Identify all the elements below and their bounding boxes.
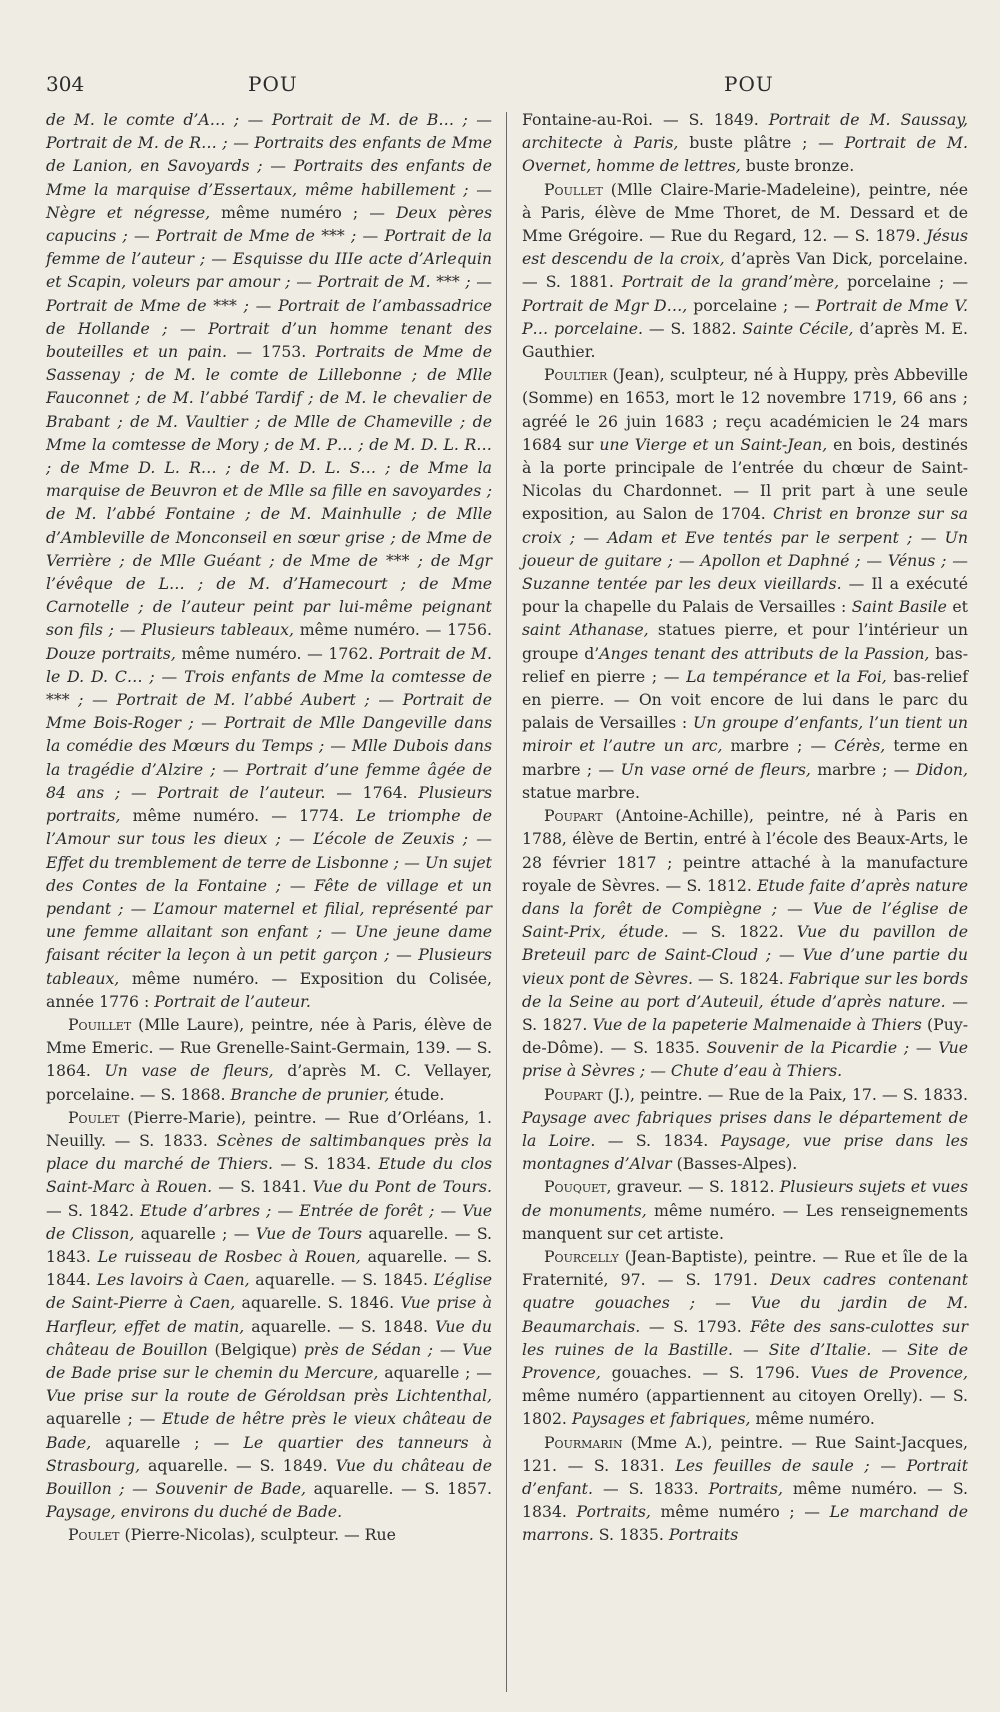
- work-title: Un vase orné de fleurs,: [620, 759, 811, 779]
- entry-text: , graveur. — S. 1812.: [606, 1177, 780, 1197]
- entry-text: en bois, destinés à la porte principale de l’entrée du chœur de Saint-Nicolas du Chardonnet. — Il prit part à une seule exposition, au Salon de 1704.: [522, 434, 968, 524]
- entry-text: (Jean-Baptiste), peintre. — Rue et île de la Fraternité, 97. — S. 1791.: [522, 1246, 968, 1290]
- column-divider: [506, 112, 507, 1692]
- running-header: [0, 72, 1000, 108]
- entry-text: même numéro ;: [210, 202, 370, 222]
- work-title: Scènes de saltimbanques près la place du marché de Thiers.: [46, 1130, 492, 1174]
- entry-text: aquarelle. S. 1846.: [235, 1293, 401, 1313]
- work-title: Etude de hêtre près le vieux château de Bade,: [46, 1409, 493, 1452]
- work-title: Douze portraits,: [46, 643, 176, 663]
- work-title: Fabrique sur les bords de la Seine au port d’Auteuil, étude d’après nature.: [522, 968, 969, 1011]
- work-title: Souvenir de la Picardie ; — Vue prise à Sèvres ; — Chute d’eau à Thiers.: [522, 1038, 968, 1081]
- entry-text: d’après Van Dick, porcelaine. — S. 1881.: [522, 249, 968, 292]
- entry-text: aquarelle. — S. 1857.: [306, 1478, 492, 1498]
- artist-name: Pouillet: [68, 1014, 132, 1034]
- entry-text: aquarelle ; —: [134, 1223, 256, 1243]
- entry-text: même numéro. — Les renseignements manquent sur cet artiste.: [522, 1200, 968, 1243]
- entry-text: porcelaine ; —: [687, 295, 816, 315]
- entry-text: aquarelle ; —: [91, 1432, 244, 1452]
- entry-text: — 1753.: [226, 342, 316, 362]
- entry-text: même numéro. — 1756.: [293, 620, 492, 640]
- work-title: Le triomphe de l’Amour sur tous les dieux ; — L’école de Zeuxis ; — Effet du tremblement de terre de Lisbonne ; — Un sujet des Contes de la Fontaine ; — Fête de village et un pendant ; — L’amour maternel et filial, représenté par une femme allaitant son enfant ; — Une jeune dame faisant réciter la leçon à un petit garçon ; — Plusieurs tableaux,: [46, 806, 492, 988]
- entry-text: — S. 1833.: [592, 1478, 709, 1498]
- work-title: Saint Basile: [851, 597, 947, 617]
- entry-text: aquarelle. — S. 1848.: [244, 1316, 436, 1336]
- work-title: Portrait de l’auteur.: [154, 991, 311, 1011]
- entry-text: (Mlle Laure), peintre, née à Paris, élève de Mme Emeric. — Rue Grenelle-Saint-Germain, 139. — S. 1864.: [46, 1014, 492, 1081]
- entry-text: statue marbre.: [522, 782, 640, 802]
- entry-text: même numéro. — Exposition du Colisée, année 1776 :: [46, 968, 492, 1011]
- entry-text: même numéro. — 1762.: [175, 643, 379, 663]
- dictionary-entry: [46, 1106, 492, 1524]
- dictionary-entry: [522, 1431, 968, 1547]
- entry-text: (Pierre-Marie), peintre. — Rue d’Orléans, 1. Neuilly. — S. 1833.: [46, 1107, 492, 1150]
- dictionary-entry: [522, 363, 968, 804]
- entry-text: (Basses-Alpes).: [671, 1154, 798, 1174]
- work-title: Paysage, vue prise dans les montagnes d’Alvar: [522, 1130, 969, 1174]
- dictionary-entry: [522, 178, 968, 364]
- work-title: Portrait de Mme V. P… porcelaine.: [522, 295, 969, 338]
- entry-text: bas-relief en pierre ; —: [522, 643, 968, 686]
- entry-text: — Il a exécuté pour la chapelle du Palais de Versailles :: [522, 574, 969, 617]
- entry-text: statues pierre, et pour l’intérieur un groupe d’: [522, 620, 968, 663]
- work-title: L’église de Saint-Pierre à Caen,: [46, 1270, 492, 1313]
- entry-text: buste bronze.: [740, 156, 855, 176]
- entry-text: — S. 1842.: [46, 1200, 141, 1220]
- work-title: de M. le comte d’A… ; — Portrait de M. de B… ; — Portrait de M. de R… ; — Portraits des enfants de Mme de Lanion, en Savoyards ; — Portraits des enfants de Mme la marquise d’Essertaux, même habillement ; — Nègre et négresse,: [46, 110, 492, 222]
- entry-text: Fontaine-au-Roi. — S. 1849.: [522, 110, 769, 129]
- work-title: Paysage, environs du duché de Bade.: [46, 1502, 343, 1522]
- work-title: Vues de Provence,: [810, 1362, 969, 1382]
- artist-name: Pourmarin: [544, 1432, 623, 1452]
- entry-text: — S. 1824.: [693, 968, 789, 988]
- work-title: Cérès,: [834, 736, 886, 756]
- work-title: Paysages et fabriques,: [571, 1409, 751, 1429]
- dictionary-entry: [522, 804, 968, 1082]
- work-title: Fête des sans-culottes sur les ruines de la Bastille. — Site d’Italie. — Site de Provence,: [522, 1316, 968, 1382]
- entry-text: (Jean), sculpteur, né à Huppy, près Abbeville (Somme) en 1653, mort le 12 novembre 1719, 66 ans ; agréé le 26 juin 1683 ; reçu académicien le 24 mars 1684 sur: [522, 365, 968, 454]
- entry-text: même numéro. — 1774.: [120, 806, 357, 826]
- work-title: Didon,: [915, 759, 968, 779]
- work-title: Vue prise sur la route de Géroldsan près Lichtenthal,: [46, 1386, 492, 1406]
- page-number: 304: [46, 72, 85, 96]
- artist-name: Pourcelly: [544, 1246, 619, 1266]
- entry-text: (Puy-de-Dôme). — S. 1835.: [522, 1014, 968, 1058]
- right-column: [522, 108, 968, 1547]
- entry-text: et: [946, 597, 968, 617]
- entry-text: aquarelle. — S. 1844.: [46, 1246, 492, 1290]
- right-running-title: POU: [724, 72, 774, 96]
- entry-continuation: [46, 108, 492, 1013]
- entry-continuation: [522, 108, 968, 178]
- work-title: Vue du château de Bouillon: [46, 1316, 492, 1359]
- work-title: — Deux pères capucins ; — Portrait de Mme de *** ; — Portrait de la femme de l’auteur ; — Esquisse du IIIe acte d’Arlequin et Scapin, voleurs par amour ; — Portrait de M. *** ; — Portrait de Mme de *** ; — Portrait de l’ambassadrice de Hollande ; — Portrait d’un homme tenant des bouteilles et un pain.: [46, 202, 492, 362]
- work-title: Etude d’arbres ; — Entrée de forêt ; — Vue de Clisson,: [46, 1200, 492, 1243]
- work-title: saint Athanase,: [522, 620, 649, 640]
- work-title: Etude faite d’après nature dans la forêt de Compiègne ; — Vue de l’église de Saint-Prix, étude.: [522, 875, 968, 942]
- entry-text: — S. 1841.: [212, 1177, 313, 1197]
- dictionary-entry: [522, 1083, 968, 1176]
- left-running-title: POU: [248, 72, 298, 96]
- entry-text: aquarelle. — S. 1849.: [140, 1455, 336, 1475]
- work-title: Vue prise à Harfleur, effet de matin,: [46, 1293, 492, 1336]
- work-title: Portrait de la grand’mère,: [621, 272, 840, 292]
- work-title: Portrait de M. Saussay, architecte à Paris,: [522, 110, 968, 153]
- work-title: Le quartier des tanneurs à Strasbourg,: [46, 1432, 493, 1475]
- work-title: Vue du pavillon de Breteuil parc de Saint-Cloud ; — Vue d’une partie du vieux pont de Sèvres.: [522, 922, 968, 988]
- work-title: Portraits de Mme de Sassenay ; de M. le comte de Lillebonne ; de Mlle Fauconnet ; de M. l’abbé Tardif ; de M. le chevalier de Brabant ; de M. Vaultier ; de Mlle de Chameville ; de Mme la comtesse de Mory ; de M. P… ; de M. D. L. R… ; de Mme D. L. R… ; de M. D. L. S… ; de Mme la marquise de Beuvron et de Mlle sa fille en savoyardes ; de M. l’abbé Fontaine ; de M. Mainhulle ; de Mlle d’Ambleville de Monconseil en sœur grise ; de Mme de Verrière ; de Mlle Guéant ; de Mme de *** ; de Mgr l’évêque de L… ; de M. d’Hamecourt ; de Mme Carnotelle ; de l’auteur peint par lui-même peignant son fils ; — Plusieurs tableaux,: [46, 342, 492, 640]
- entry-text: même numéro. — S. 1834.: [522, 1478, 968, 1522]
- work-title: Le marchand de marrons.: [522, 1502, 968, 1545]
- artist-name: Poulet: [68, 1107, 120, 1127]
- entry-text: (J.), peintre. — Rue de la Paix, 17. — S. 1833.: [602, 1084, 968, 1104]
- work-title: Paysage avec fabriques prises dans le département de la Loire.: [522, 1107, 968, 1150]
- entry-text: d’après M. E. Gauthier.: [522, 318, 968, 362]
- work-title: Jésus est descendu de la croix,: [522, 226, 968, 269]
- work-title: Vue de Tours: [255, 1223, 363, 1243]
- entry-text: même numéro ; —: [650, 1502, 830, 1522]
- artist-name: Poupart: [544, 806, 603, 826]
- entry-text: — S. 1793.: [640, 1316, 751, 1336]
- artist-name: Poultier: [544, 365, 608, 385]
- dictionary-entry: [46, 1013, 492, 1106]
- entry-text: (Mme A.), peintre. — Rue Saint-Jacques, 121. — S. 1831.: [522, 1432, 968, 1475]
- entry-text: même numéro (appartiennent au citoyen Orelly). — S. 1802.: [522, 1386, 968, 1429]
- work-title: Portraits,: [708, 1478, 783, 1498]
- entry-text: — S. 1834.: [595, 1130, 721, 1150]
- entry-text: aquarelle. — S. 1843.: [46, 1223, 492, 1266]
- left-column: [46, 108, 492, 1547]
- work-title: Anges tenant des attributs de la Passion,: [599, 643, 930, 663]
- work-title: Portrait de M. Overnet, homme de lettres,: [522, 133, 968, 176]
- work-title: Etude du clos Saint-Marc à Rouen.: [46, 1154, 492, 1197]
- entry-text: — S. 1882.: [642, 318, 743, 338]
- artist-name: Poupart: [544, 1084, 603, 1104]
- entry-text: étude.: [389, 1084, 445, 1104]
- work-title: Les feuilles de saule ; — Portrait d’enfant.: [522, 1455, 968, 1498]
- work-title: Portrait de M. le D. D. C… ; — Trois enfants de Mme la comtesse de *** ; — Portrait de M. l’abbé Aubert ; — Portrait de Mme Bois-Roger ; — Portrait de Mlle Dangeville dans la comédie des Mœurs du Temps ; — Mlle Dubois dans la tragédie d’Alzire ; — Portrait d’une femme âgée de 84 ans ; — Portrait de l’auteur.: [46, 643, 492, 802]
- entry-text: porcelaine ; —: [839, 272, 969, 292]
- entry-text: bas-relief en pierre. — On voit encore de lui dans le parc du palais de Versailles :: [522, 666, 968, 733]
- entry-text: aquarelle ; —: [378, 1362, 492, 1382]
- entry-text: d’après M. C. Vellayer, porcelaine. — S. 1868.: [46, 1061, 493, 1104]
- work-title: Portrait de Mgr D…,: [522, 295, 688, 315]
- entry-text: terme en marbre ; —: [522, 736, 968, 779]
- work-title: une Vierge et un Saint-Jean,: [599, 434, 828, 454]
- dictionary-entry: [46, 1523, 492, 1546]
- entry-text: buste plâtre ; —: [678, 133, 845, 153]
- entry-text: (Antoine-Achille), peintre, né à Paris en 1788, élève de Bertin, entré à l’école des Beaux-Arts, le 28 février 1817 ; peintre attaché à la manufacture royale de Sèvres. — S. 1812.: [522, 806, 968, 895]
- entry-text: même numéro.: [750, 1409, 875, 1429]
- work-title: Deux cadres contenant quatre gouaches ; — Vue du jardin de M. Beaumarchais.: [522, 1270, 969, 1336]
- entry-text: — 1764.: [325, 782, 419, 802]
- artist-name: Pouquet: [544, 1177, 607, 1197]
- work-title: Plusieurs sujets et vues de monuments,: [522, 1177, 968, 1220]
- work-title: Plusieurs portraits,: [46, 782, 492, 826]
- work-title: Christ en bronze sur sa croix ; — Adam et Eve tentés par le serpent ; — Un joueur de guitare ; — Apollon et Daphné ; — Vénus ; — Suzanne tentée par les deux vieillards.: [522, 504, 968, 594]
- entry-text: (Mlle Claire-Marie-Madeleine), peintre, née à Paris, élève de Mme Thoret, de M. Dessard et de Mme Grégoire. — Rue du Regard, 12. — S. 1879.: [522, 179, 968, 246]
- work-title: Portraits: [668, 1525, 739, 1545]
- work-title: Vue du Pont de Tours.: [312, 1177, 492, 1197]
- entry-text: marbre ; —: [810, 759, 916, 779]
- entry-text: (Belgique): [207, 1339, 304, 1359]
- dictionary-entry: [522, 1175, 968, 1245]
- work-title: La tempérance et la Foi,: [686, 666, 887, 686]
- work-title: près de Sédan ; — Vue de Bade prise sur le chemin du Mercure,: [46, 1339, 492, 1382]
- work-title: Le ruisseau de Rosbec à Rouen,: [97, 1246, 361, 1266]
- entry-text: gouaches. — S. 1796.: [600, 1362, 811, 1382]
- entry-text: marbre ; —: [722, 736, 835, 756]
- work-title: Vue du château de Bouillon ; — Souvenir de Bade,: [46, 1455, 492, 1498]
- work-title: Branche de prunier,: [230, 1084, 390, 1104]
- work-title: Les lavoirs à Caen,: [96, 1270, 250, 1290]
- work-title: Un groupe d’enfants, l’un tient un miroir et l’autre un arc,: [522, 713, 968, 756]
- dictionary-entry: [522, 1245, 968, 1431]
- work-title: Un vase de fleurs,: [104, 1061, 274, 1081]
- entry-text: — S. 1834.: [273, 1154, 379, 1174]
- entry-text: aquarelle ; —: [46, 1409, 163, 1429]
- artist-name: Poulet: [68, 1525, 120, 1545]
- entry-text: — S. 1827.: [522, 991, 968, 1034]
- work-title: Sainte Cécile,: [742, 318, 854, 338]
- entry-text: (Pierre-Nicolas), sculpteur. — Rue: [119, 1525, 396, 1545]
- work-title: Portraits,: [576, 1502, 651, 1522]
- entry-text: — S. 1822.: [668, 922, 797, 942]
- artist-name: Poullet: [544, 179, 603, 199]
- entry-text: aquarelle. — S. 1845.: [249, 1270, 434, 1290]
- work-title: Vue de la papeterie Malmenaide à Thiers: [592, 1014, 922, 1034]
- entry-text: S. 1835.: [593, 1525, 669, 1545]
